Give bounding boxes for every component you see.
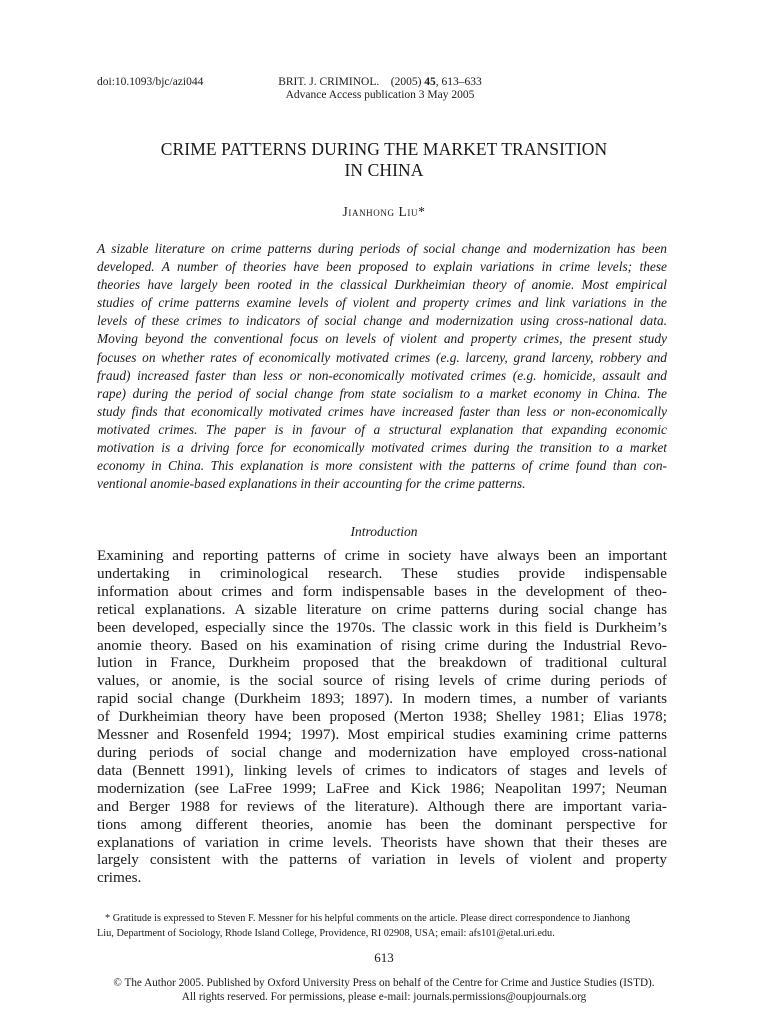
body-line: explanations of variation in crime levels. Theorists have shown that their theses are	[97, 833, 667, 851]
footnote	[97, 912, 667, 941]
page-number: 613	[374, 950, 394, 965]
abstract-line: Moving beyond the conventional focus on levels of violent and property crimes, the present study	[97, 331, 667, 347]
abstract-line: motivated crimes. The paper is in favour of a structural explanation that expanding economic	[97, 421, 667, 437]
doi-text: doi:10.1093/bjc/azi044	[97, 76, 204, 88]
body-line: been developed, especially since the 1970s. The classic work in this field is Durkheim’s	[97, 618, 667, 636]
abstract-line: developed. A number of theories have been proposed to explain variations in crime levels; these	[97, 259, 667, 275]
journal-citation: BRIT. J. CRIMINOL. (2005) 45, 613–633	[278, 76, 482, 88]
section-heading: Introduction	[350, 524, 418, 539]
journal-header	[230, 76, 530, 102]
body-line: largely consistent with the patterns of variation in levels of violent and property	[97, 851, 667, 869]
journal-pages: 613–633	[441, 76, 482, 88]
journal-name: BRIT. J. CRIMINOL.	[278, 76, 380, 88]
body-line: during periods of social change and modernization have employed cross-national	[97, 743, 667, 761]
abstract-line: motivation is a driving force for economically motivated crimes during the transition to a market	[97, 440, 667, 456]
copyright-line: © The Author 2005. Published by Oxford University Press on behalf of the Centre for Crime and Justice Studies (ISTD).	[113, 977, 655, 989]
abstract-line: study finds that economically motivated crimes have increased faster than less or non-economically	[97, 403, 667, 419]
advance-access-text: Advance Access publication 3 May 2005	[285, 89, 475, 101]
article-title-line: CRIME PATTERNS DURING THE MARKET TRANSITION	[160, 139, 608, 159]
abstract-line: studies of crime patterns examine levels of violent and property crimes and link variations in the	[97, 295, 667, 311]
copyright-line: All rights reserved. For permissions, please e-mail: journals.permissions@oupjournals.org	[181, 991, 587, 1003]
abstract-line: ventional anomie-based explanations in their accounting for the crime patterns.	[97, 476, 526, 492]
body-line: Examining and reporting patterns of crime in society have always been an important	[97, 547, 667, 564]
abstract-line: theories have largely been rooted in the classical Durkheimian theory of anomie. Most empirical	[97, 277, 667, 293]
abstract-line: A sizable literature on crime patterns during periods of social change and modernization has been	[97, 241, 667, 256]
journal-year: (2005)	[390, 76, 422, 88]
body-line: tions among different theories, anomie has been the dominant perspective for	[97, 815, 667, 833]
abstract	[97, 240, 667, 493]
body-line: Messner and Rosenfeld 1994; 1997). Most empirical studies examining crime patterns	[97, 726, 667, 744]
copyright-notice	[60, 976, 708, 1004]
body-line: rapid social change (Durkheim 1893; 1897). In modern times, a number of variants	[97, 690, 667, 708]
body-line: data (Bennett 1991), linking levels of crimes to indicators of stages and levels of	[97, 761, 667, 779]
body-line: information about crimes and form indispensable bases in the development of theo-	[97, 582, 667, 600]
author-name: Jianhong Liu*	[342, 204, 426, 219]
journal-volume: 45	[424, 76, 436, 88]
body-line: lution in France, Durkheim proposed that the breakdown of traditional cultural	[97, 654, 667, 672]
footnote-line: * Gratitude is expressed to Steven F. Messner for his helpful comments on the article. Please direct correspondence to Jianhong	[105, 913, 631, 924]
body-line: and Berger 1988 for reviews of the literature). Although there are important varia-	[97, 797, 667, 815]
body-line: undertaking in criminological research. These studies provide indispensable	[97, 564, 667, 582]
body-line: values, or anomie, is the social source of rising levels of crime during periods of	[97, 672, 667, 690]
body-paragraph	[97, 547, 667, 887]
body-line: crimes.	[97, 869, 142, 887]
abstract-line: fraud) increased faster than less or non-economically motivated crimes (e.g. homicide, assault and	[97, 367, 667, 383]
footnote-line: Liu, Department of Sociology, Rhode Island College, Providence, RI 02908, USA; email: afs101@etal.uri.edu.	[97, 927, 555, 939]
article-title	[100, 139, 668, 181]
body-line: of Durkheimian theory have been proposed (Merton 1938; Shelley 1981; Elias 1978;	[97, 708, 667, 726]
article-title-line: IN CHINA	[344, 160, 424, 180]
body-line: modernization (see LaFree 1999; LaFree and Kick 1986; Neapolitan 1997; Neuman	[97, 779, 667, 797]
abstract-line: economy in China. This explanation is more consistent with the patterns of crime found than con-	[97, 458, 667, 474]
body-line: anomie theory. Based on his examination of rising crime during the Industrial Revo-	[97, 636, 667, 654]
abstract-line: levels of these crimes to indicators of social change and modernization using cross-national data.	[97, 313, 667, 329]
body-line: retical explanations. A sizable literature on crime patterns during social change has	[97, 600, 667, 618]
abstract-line: focuses on whether rates of economically motivated crimes (e.g. larceny, grand larceny, robbery and	[97, 349, 667, 365]
abstract-line: rape) during the period of social change from state socialism to a market economy in China. The	[97, 385, 667, 401]
